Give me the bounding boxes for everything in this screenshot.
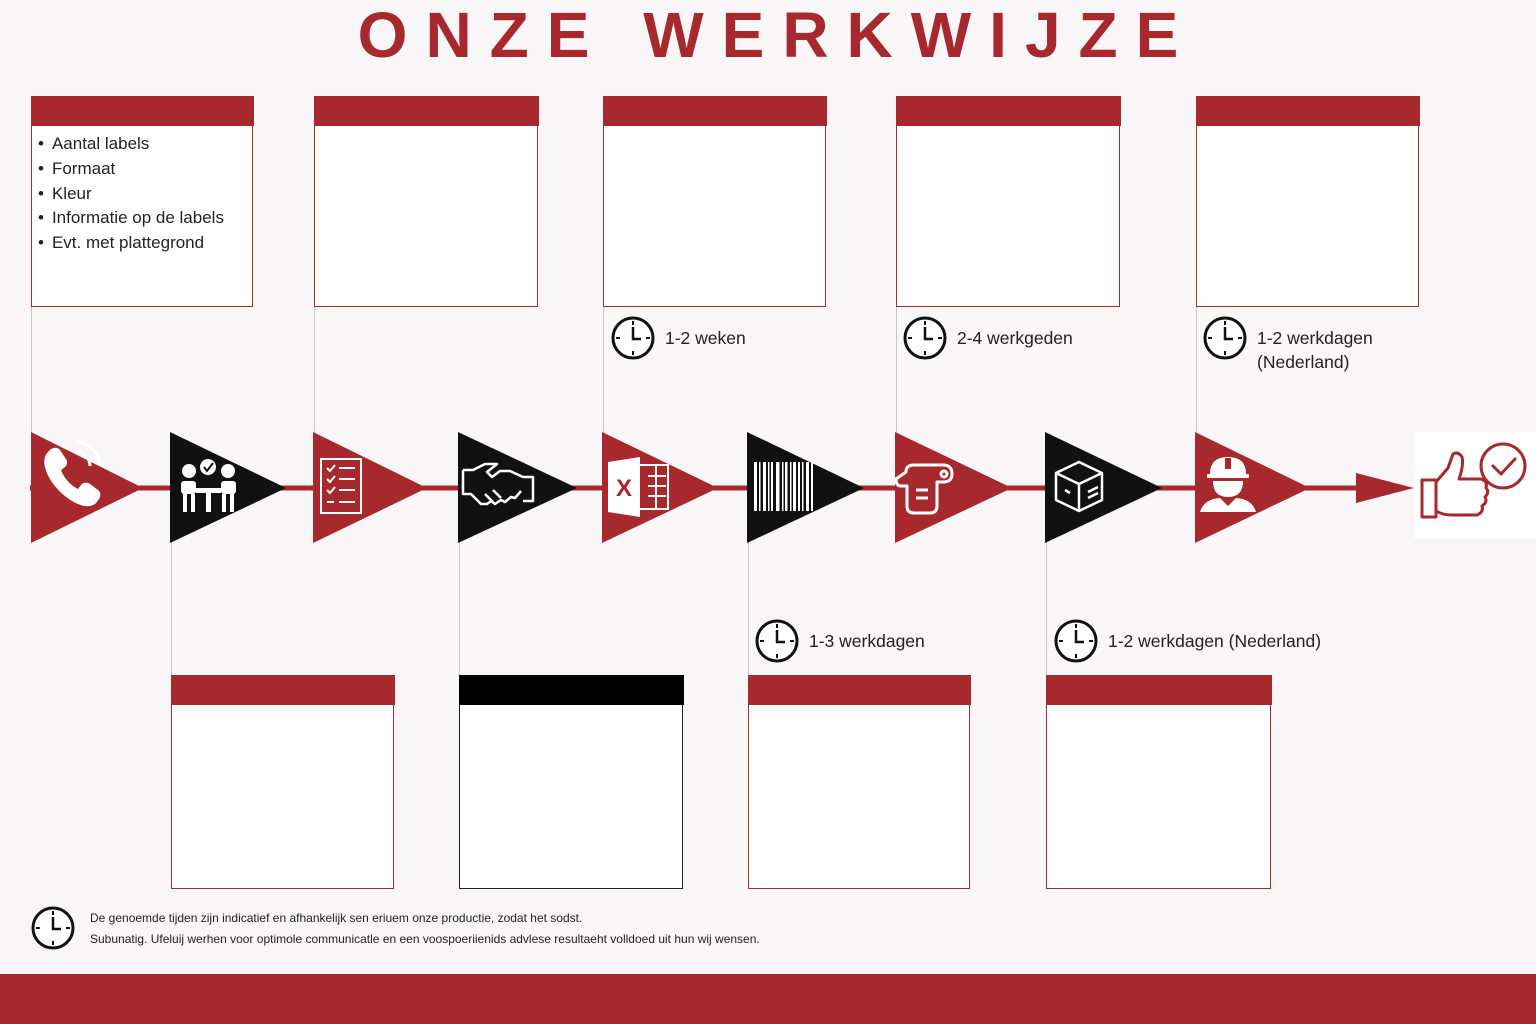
page-title: ONZE WERKWIJZE [357,0,1197,71]
step-checklist [313,432,427,543]
step-excel [602,432,718,543]
step-package [1045,432,1162,543]
list-item: • Evt. met plattegrond [38,231,224,256]
clock-icon [30,905,76,951]
step-meeting [170,432,286,543]
list-item: • Kleur [38,182,224,207]
list-item: • Aantal labels [38,132,224,157]
footer-bar [0,974,1536,1024]
timing-text: 2-4 werkgeden [957,328,1073,348]
step-handshake [458,432,577,543]
timing-text: (Nederland) [1257,352,1350,372]
step-worker [1195,432,1310,543]
svg-text:X: X [615,475,633,502]
timing-text: 1-2 werkdagen (Nederland) [1108,631,1322,651]
timing-text: 1-2 weken [665,328,746,348]
step-phone [31,432,143,543]
timing-text: 1-3 werkdagen [809,631,925,651]
list-item: • Informatie op de labels [38,206,224,231]
step-print-roll [895,432,1012,543]
flow-arrowhead [1356,473,1414,503]
footer-line: Subunatig. Ufeluij werhen voor optimole communicatle en een voospoeriienids advlese resultaeht volldoed uit hun wij wensen. [90,932,760,946]
step-barcode [747,432,864,543]
footer-note [30,905,760,951]
footer-line: De genoemde tijden zijn indicatief en afhankelijk sen eriuem onze productie, zodat het sodst. [90,911,583,925]
timing-text: 1-2 werkdagen [1257,328,1373,348]
final-step [1414,432,1536,538]
list-item: • Formaat [38,157,224,182]
excel-icon [608,457,668,517]
